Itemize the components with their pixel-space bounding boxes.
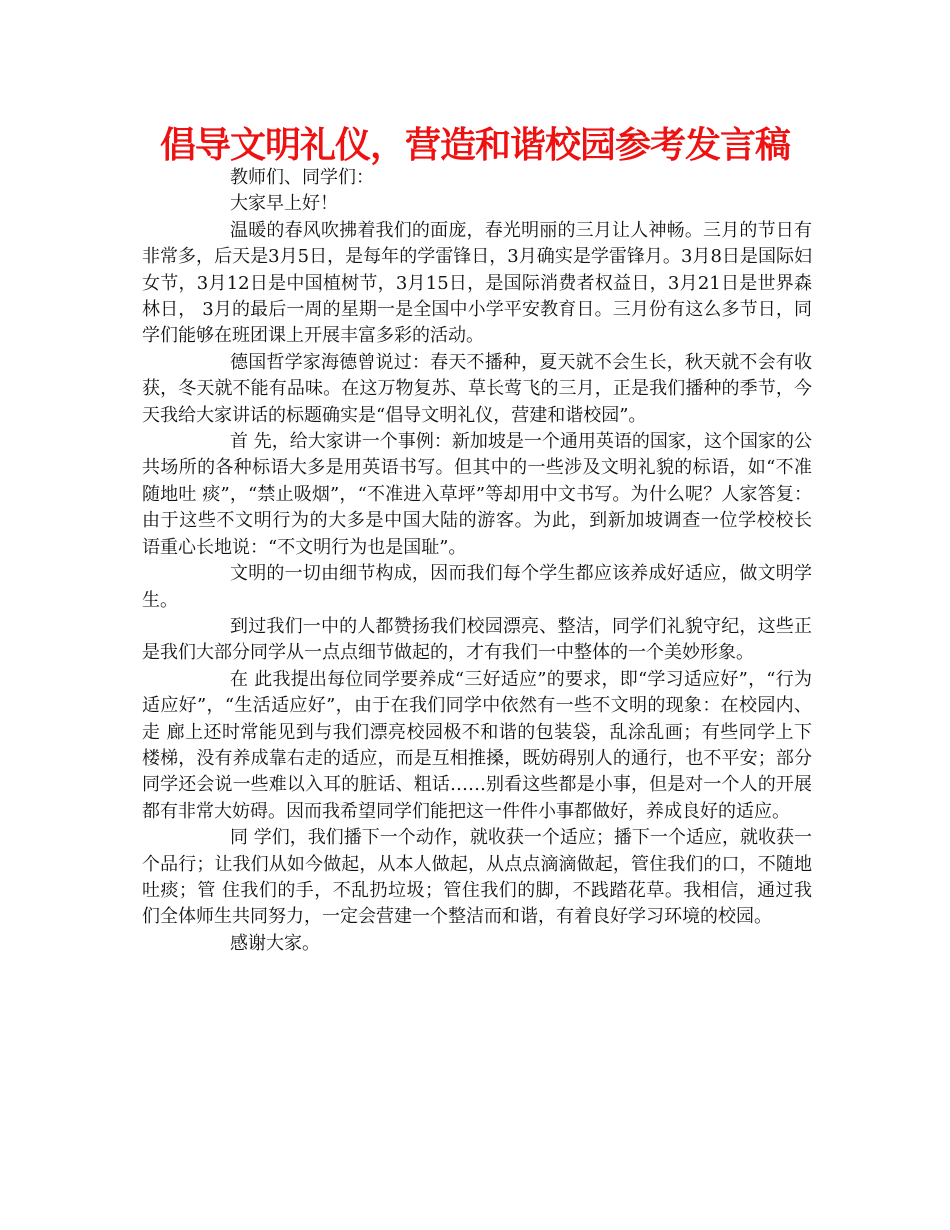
paragraph-civilization-details: 文明的一切由细节构成，因而我们每个学生都应该养成好适应，做文明学生。 [142,563,812,611]
paragraph-march-festivals: 温暖的春风吹拂着我们的面庞，春光明丽的三月让人神畅。三月的节日有非常多，后天是3月5日，是每年的学雷锋日，3月确实是学雷锋月。3月8日是国际妇女节，3月12日是中国植树节，3月15日，是国际消费者权益日，3月21日是世界森林日， 3月的最后一周的星期一是全国中小学平安教育日。三月份有这么多节日，同学们能够在班团课上开展丰富多彩的活动。 [142,219,812,347]
paragraph-three-good-habits: 在 此我提出每位同学要养成“三好适应”的要求，即“学习适应好”，“行为适应好”，“生活适应好”，由于在我们同学中依然有一些不文明的现象：在校园内、走 廊上还时常能见到与我们漂亮校园极不和谐的包装袋，乱涂乱画；有些同学上下楼梯，没有养成靠右走的适应，而是互相推搡，既妨碍别人的通行，也不平安；部分 同学还会说一些难以入耳的脏话、粗话……别看这些都是小事，但是对一个人的开展都有非常大妨碍。因而我希望同学们能把这一件件小事都做好，养成良好的适应。 [142,668,812,822]
paragraph-call-to-action: 同 学们，我们播下一个动作，就收获一个适应；播下一个适应，就收获一个品行；让我们从如今做起，从本人做起，从点点滴滴做起，管住我们的口，不随地吐痰；管 住我们的手，不乱扔垃圾；管住我们的脚，不践踏花草。我相信，通过我们全体师生共同努力，一定会营建一个整洁而和谐，有着良好学习环境的校园。 [142,827,812,928]
salutation: 教师们、同学们： [230,167,374,188]
paragraph-singapore-example: 首 先，给大家讲一个事例：新加坡是一个通用英语的国家，这个国家的公共场所的各种标语大多是用英语书写。但其中的一些涉及文明礼貌的标语，如“不准随地吐 痰”，“禁止吸烟”，“不准进入草坪”等却用中文书写。为什么呢？人家答复：由于这些不文明行为的大多是中国大陆的游客。为此，到新加坡调查一位学校校长 语重心长地说：“不文明行为也是国耻”。 [142,431,812,558]
paragraph-philosopher-quote: 德国哲学家海德曾说过：春天不播种，夏天就不会生长，秋天就不会有收获，冬天就不能有品味。在这万物复苏、草长莺飞的三月，正是我们播种的季节，今天我给大家讲话的标题确实是“倡导文明礼仪，营建和谐校园”。 [142,351,812,426]
closing-thanks: 感谢大家。 [230,932,320,954]
paragraph-school-image: 到过我们一中的人都赞扬我们校园漂亮、整洁，同学们礼貌守纪，这些正是我们大部分同学从一点点细节做起的，才有我们一中整体的一个美妙形象。 [142,615,812,664]
document-title: 倡导文明礼仪，营造和谐校园参考发言稿 [159,125,790,166]
document-body [142,165,812,957]
greeting: 大家早上好！ [230,193,338,215]
